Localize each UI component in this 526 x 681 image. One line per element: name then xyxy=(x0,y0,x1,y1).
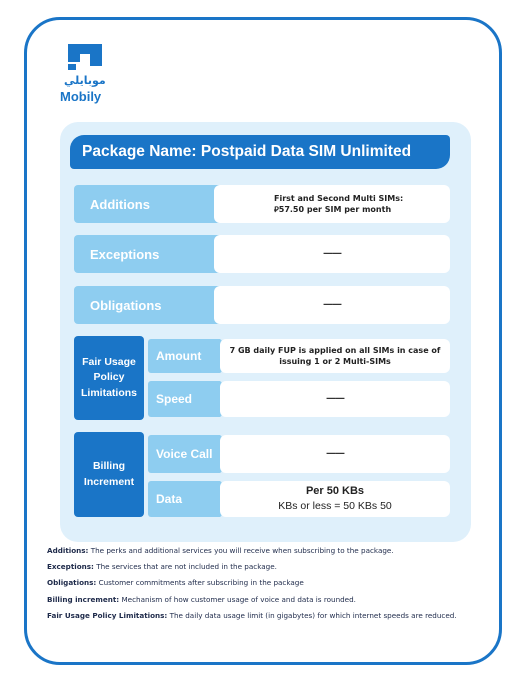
billing-label-text: Billing Increment xyxy=(83,460,135,488)
billing-voice-label-text: Voice Call xyxy=(156,447,213,461)
definitions-notes xyxy=(47,546,487,627)
fup-amount-line1: 7 GB daily FUP is applied on all SIMs in case of xyxy=(229,345,441,355)
exceptions-value xyxy=(214,235,450,273)
fup-label-text: Fair Usage Policy Limitations xyxy=(80,356,137,399)
billing-voice-label xyxy=(148,435,222,473)
additions-label xyxy=(74,185,224,223)
brand-name-english: Mobily xyxy=(60,89,102,104)
note-additions: Additions: The perks and additional services you will receive when subscribing to the package. xyxy=(47,546,394,555)
obligations-value-text: —— xyxy=(323,299,341,310)
package-title: Package Name: Postpaid Data SIM Unlimited xyxy=(70,135,450,169)
obligations-label-text: Obligations xyxy=(90,297,162,313)
fup-speed-value xyxy=(220,381,450,417)
additions-value-line1: First and Second Multi SIMs: xyxy=(274,193,404,203)
note-obligations: Obligations: Customer commitments after subscribing in the package xyxy=(47,578,304,588)
billing-data-line2: KBs or less = 50 KBs 50 xyxy=(278,500,392,513)
mobily-logo xyxy=(60,40,120,110)
billing-data-label xyxy=(148,481,222,517)
billing-data-value xyxy=(220,481,450,517)
billing-data-label-text: Data xyxy=(156,492,183,506)
exceptions-value-text: —— xyxy=(323,248,341,259)
fup-label xyxy=(74,336,144,420)
fup-amount-value xyxy=(220,339,450,373)
additions-value-line2: ⃁57.50 per SIM per month xyxy=(274,205,392,214)
additions-value xyxy=(214,185,450,223)
billing-label xyxy=(74,432,144,517)
additions-label-text: Additions xyxy=(90,196,150,212)
note-exceptions: Exceptions: The services that are not included in the package. xyxy=(47,562,277,572)
exceptions-label-text: Exceptions xyxy=(90,246,160,262)
note-fair-usage: Fair Usage Policy Limitations: The daily data usage limit (in gigabytes) for which internet speeds are reduced. xyxy=(47,610,457,620)
fup-amount-label xyxy=(148,339,222,373)
mobily-logo-icon xyxy=(64,40,106,74)
billing-voice-value xyxy=(220,435,450,473)
fup-amount-line2: issuing 1 or 2 Multi-SIMs xyxy=(279,357,391,366)
brand-name-arabic: موبايلي xyxy=(64,74,106,87)
obligations-value xyxy=(214,286,450,324)
obligations-label xyxy=(74,286,224,324)
note-billing-increment: Billing increment: Mechanism of how customer usage of voice and data is rounded. xyxy=(47,594,356,604)
fup-amount-label-text: Amount xyxy=(156,349,202,363)
exceptions-label xyxy=(74,235,224,273)
fup-speed-value-text: —— xyxy=(326,393,344,404)
fup-speed-label-text: Speed xyxy=(156,392,193,406)
fup-speed-label xyxy=(148,381,222,417)
billing-data-line1: Per 50 KBs xyxy=(305,484,365,497)
billing-voice-value-text: —— xyxy=(326,448,344,459)
